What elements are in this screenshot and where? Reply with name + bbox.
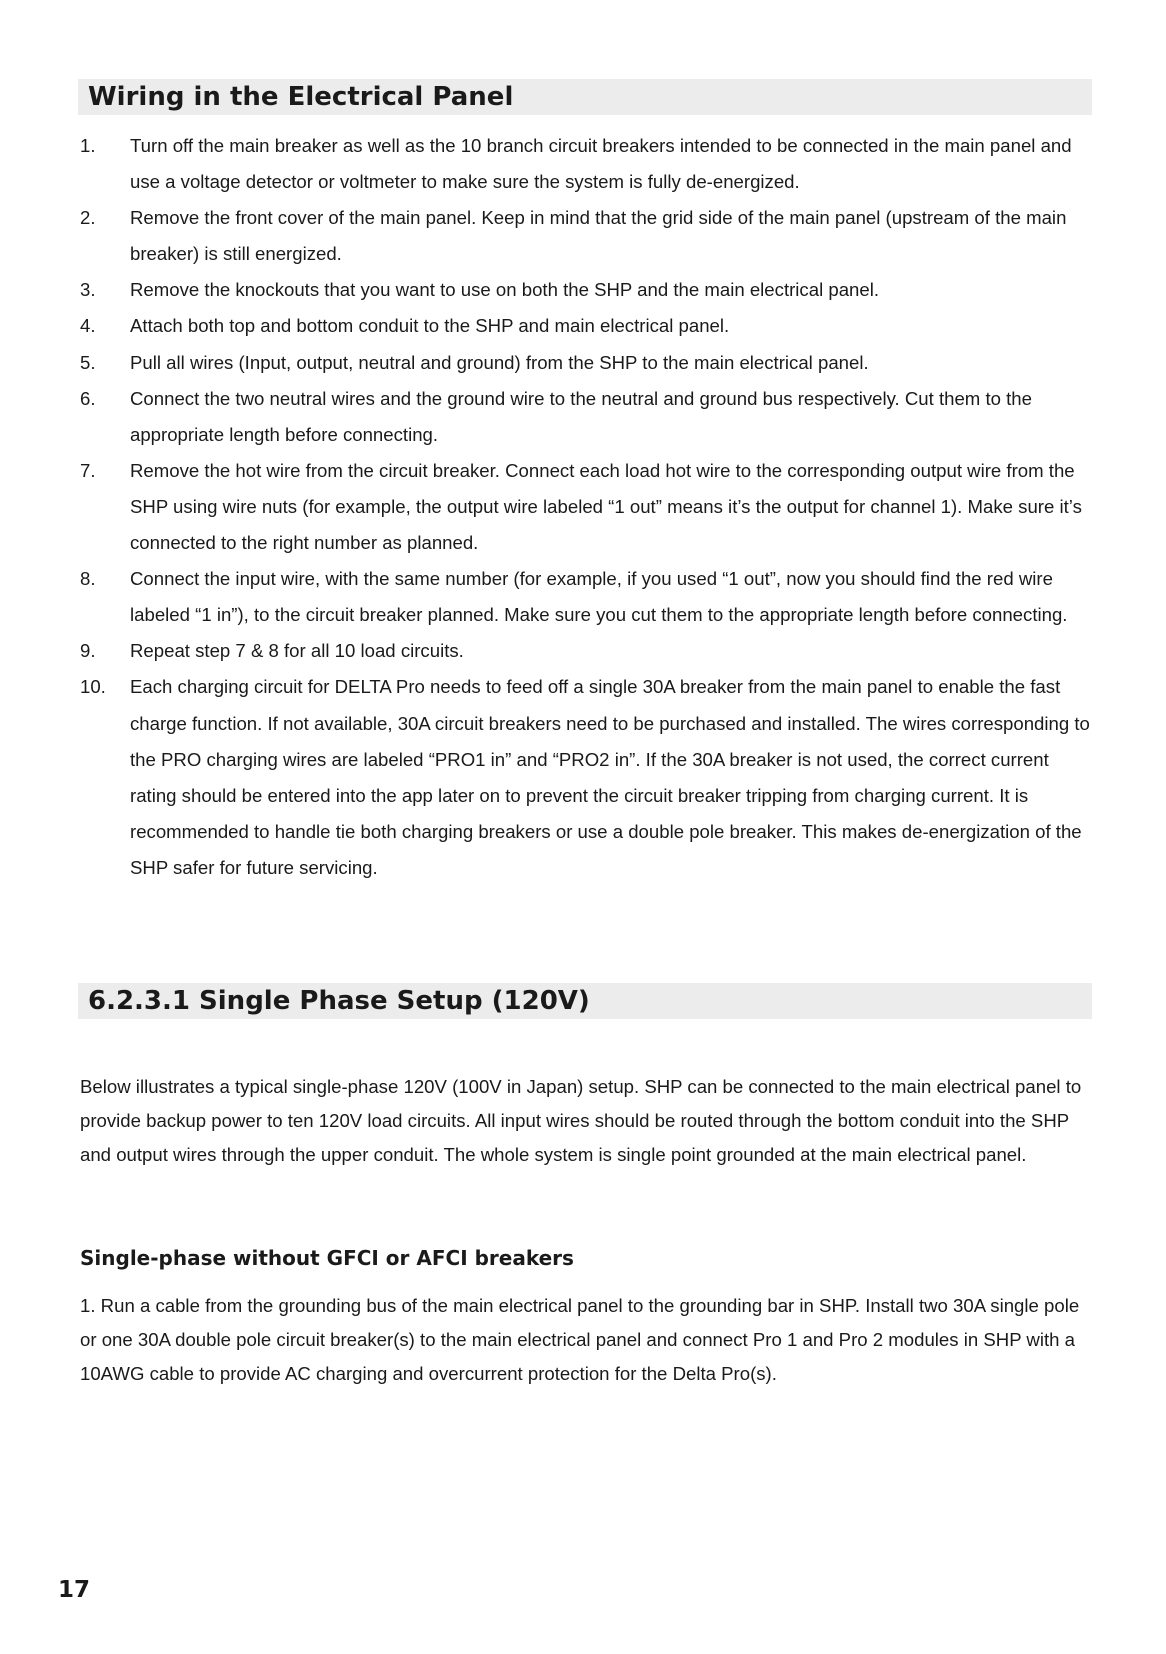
single-phase-step-1: 1. Run a cable from the grounding bus of the main electrical panel to the grounding bar in SHP. Install two 30A single pole or one 30A double pole circuit breaker(s) to the main electrical panel and connect Pro 1 and Pro 2 modules in SHP with a 10AWG cable to provide AC charging and overcurrent protection for the Delta Pro(s). — [80, 1295, 1080, 1384]
list-item — [80, 200, 1096, 272]
step-text: Remove the knockouts that you want to use on both the SHP and the main electrical panel. — [130, 279, 880, 301]
list-item — [80, 128, 1096, 200]
list-item — [80, 345, 1096, 381]
subheading-without-gfci: Single-phase without GFCI or AFCI breakers — [80, 1246, 574, 1270]
list-item — [80, 308, 1096, 344]
step-text: Each charging circuit for DELTA Pro needs to feed off a single 30A breaker from the main panel to enable the fast charge function. If not available, 30A circuit breakers need to be purchased and installed. The wires corresponding to the PRO charging wires are labeled “PRO1 in” and “PRO2 in”. If the 30A breaker is not used, the correct current rating should be entered into the app later on to prevent the circuit breaker tripping from charging current. It is recommended to handle tie both charging breakers or use a double pole breaker. This makes de-energization of the SHP safer for future servicing. — [130, 676, 1090, 878]
section-title-single-phase: 6.2.3.1 Single Phase Setup (120V) — [78, 983, 1092, 1019]
list-item — [80, 453, 1096, 561]
step-text: Attach both top and bottom conduit to the SHP and main electrical panel. — [130, 315, 730, 337]
list-item — [80, 669, 1096, 886]
list-item — [80, 381, 1096, 453]
step-number: 2. — [80, 207, 96, 229]
step-number: 7. — [80, 459, 96, 481]
wiring-steps-list — [80, 128, 1096, 886]
step-number: 5. — [80, 351, 96, 373]
list-item — [80, 272, 1096, 308]
step-number: 9. — [80, 640, 96, 662]
step-text: Connect the two neutral wires and the ground wire to the neutral and ground bus respectively. Cut them to the appropriate length before connecting. — [130, 387, 1032, 445]
step-number: 10. — [80, 676, 106, 698]
step-number: 8. — [80, 568, 96, 590]
intro-paragraph: Below illustrates a typical single-phase 120V (100V in Japan) setup. SHP can be connected to the main electrical panel to provide backup power to ten 120V load circuits. All input wires should be routed through the bottom conduit into the SHP and output wires through the upper conduit. The whole system is single point grounded at the main electrical panel. — [80, 1076, 1082, 1165]
step-text: Remove the hot wire from the circuit breaker. Connect each load hot wire to the corresponding output wire from the SHP using wire nuts (for example, the output wire labeled “1 out” means it’s the output for channel 1). Make sure it’s connected to the right number as planned. — [130, 459, 1082, 554]
list-item — [80, 561, 1096, 633]
step-text: Pull all wires (Input, output, neutral and ground) from the SHP to the main electrical panel. — [130, 351, 869, 373]
step-number: 3. — [80, 279, 96, 301]
step-text: Remove the front cover of the main panel. Keep in mind that the grid side of the main panel (upstream of the main breaker) is still energized. — [130, 207, 1067, 265]
step-number: 1. — [80, 135, 96, 156]
step-text: Repeat step 7 & 8 for all 10 load circuits. — [130, 640, 464, 662]
step-number: 4. — [80, 315, 96, 337]
section-title-wiring: Wiring in the Electrical Panel — [78, 79, 1092, 115]
step-text: Connect the input wire, with the same number (for example, if you used “1 out”, now you should find the red wire labeled “1 in”), to the circuit breaker planned. Make sure you cut them to the appropriate length before connecting. — [130, 568, 1068, 626]
page-number: 17 — [58, 1577, 91, 1603]
step-text: Turn off the main breaker as well as the 10 branch circuit breakers intended to be connected in the main panel and use a voltage detector or voltmeter to make sure the system is fully de-energized. — [130, 135, 1072, 193]
list-item — [80, 633, 1096, 669]
step-number: 6. — [80, 387, 96, 409]
